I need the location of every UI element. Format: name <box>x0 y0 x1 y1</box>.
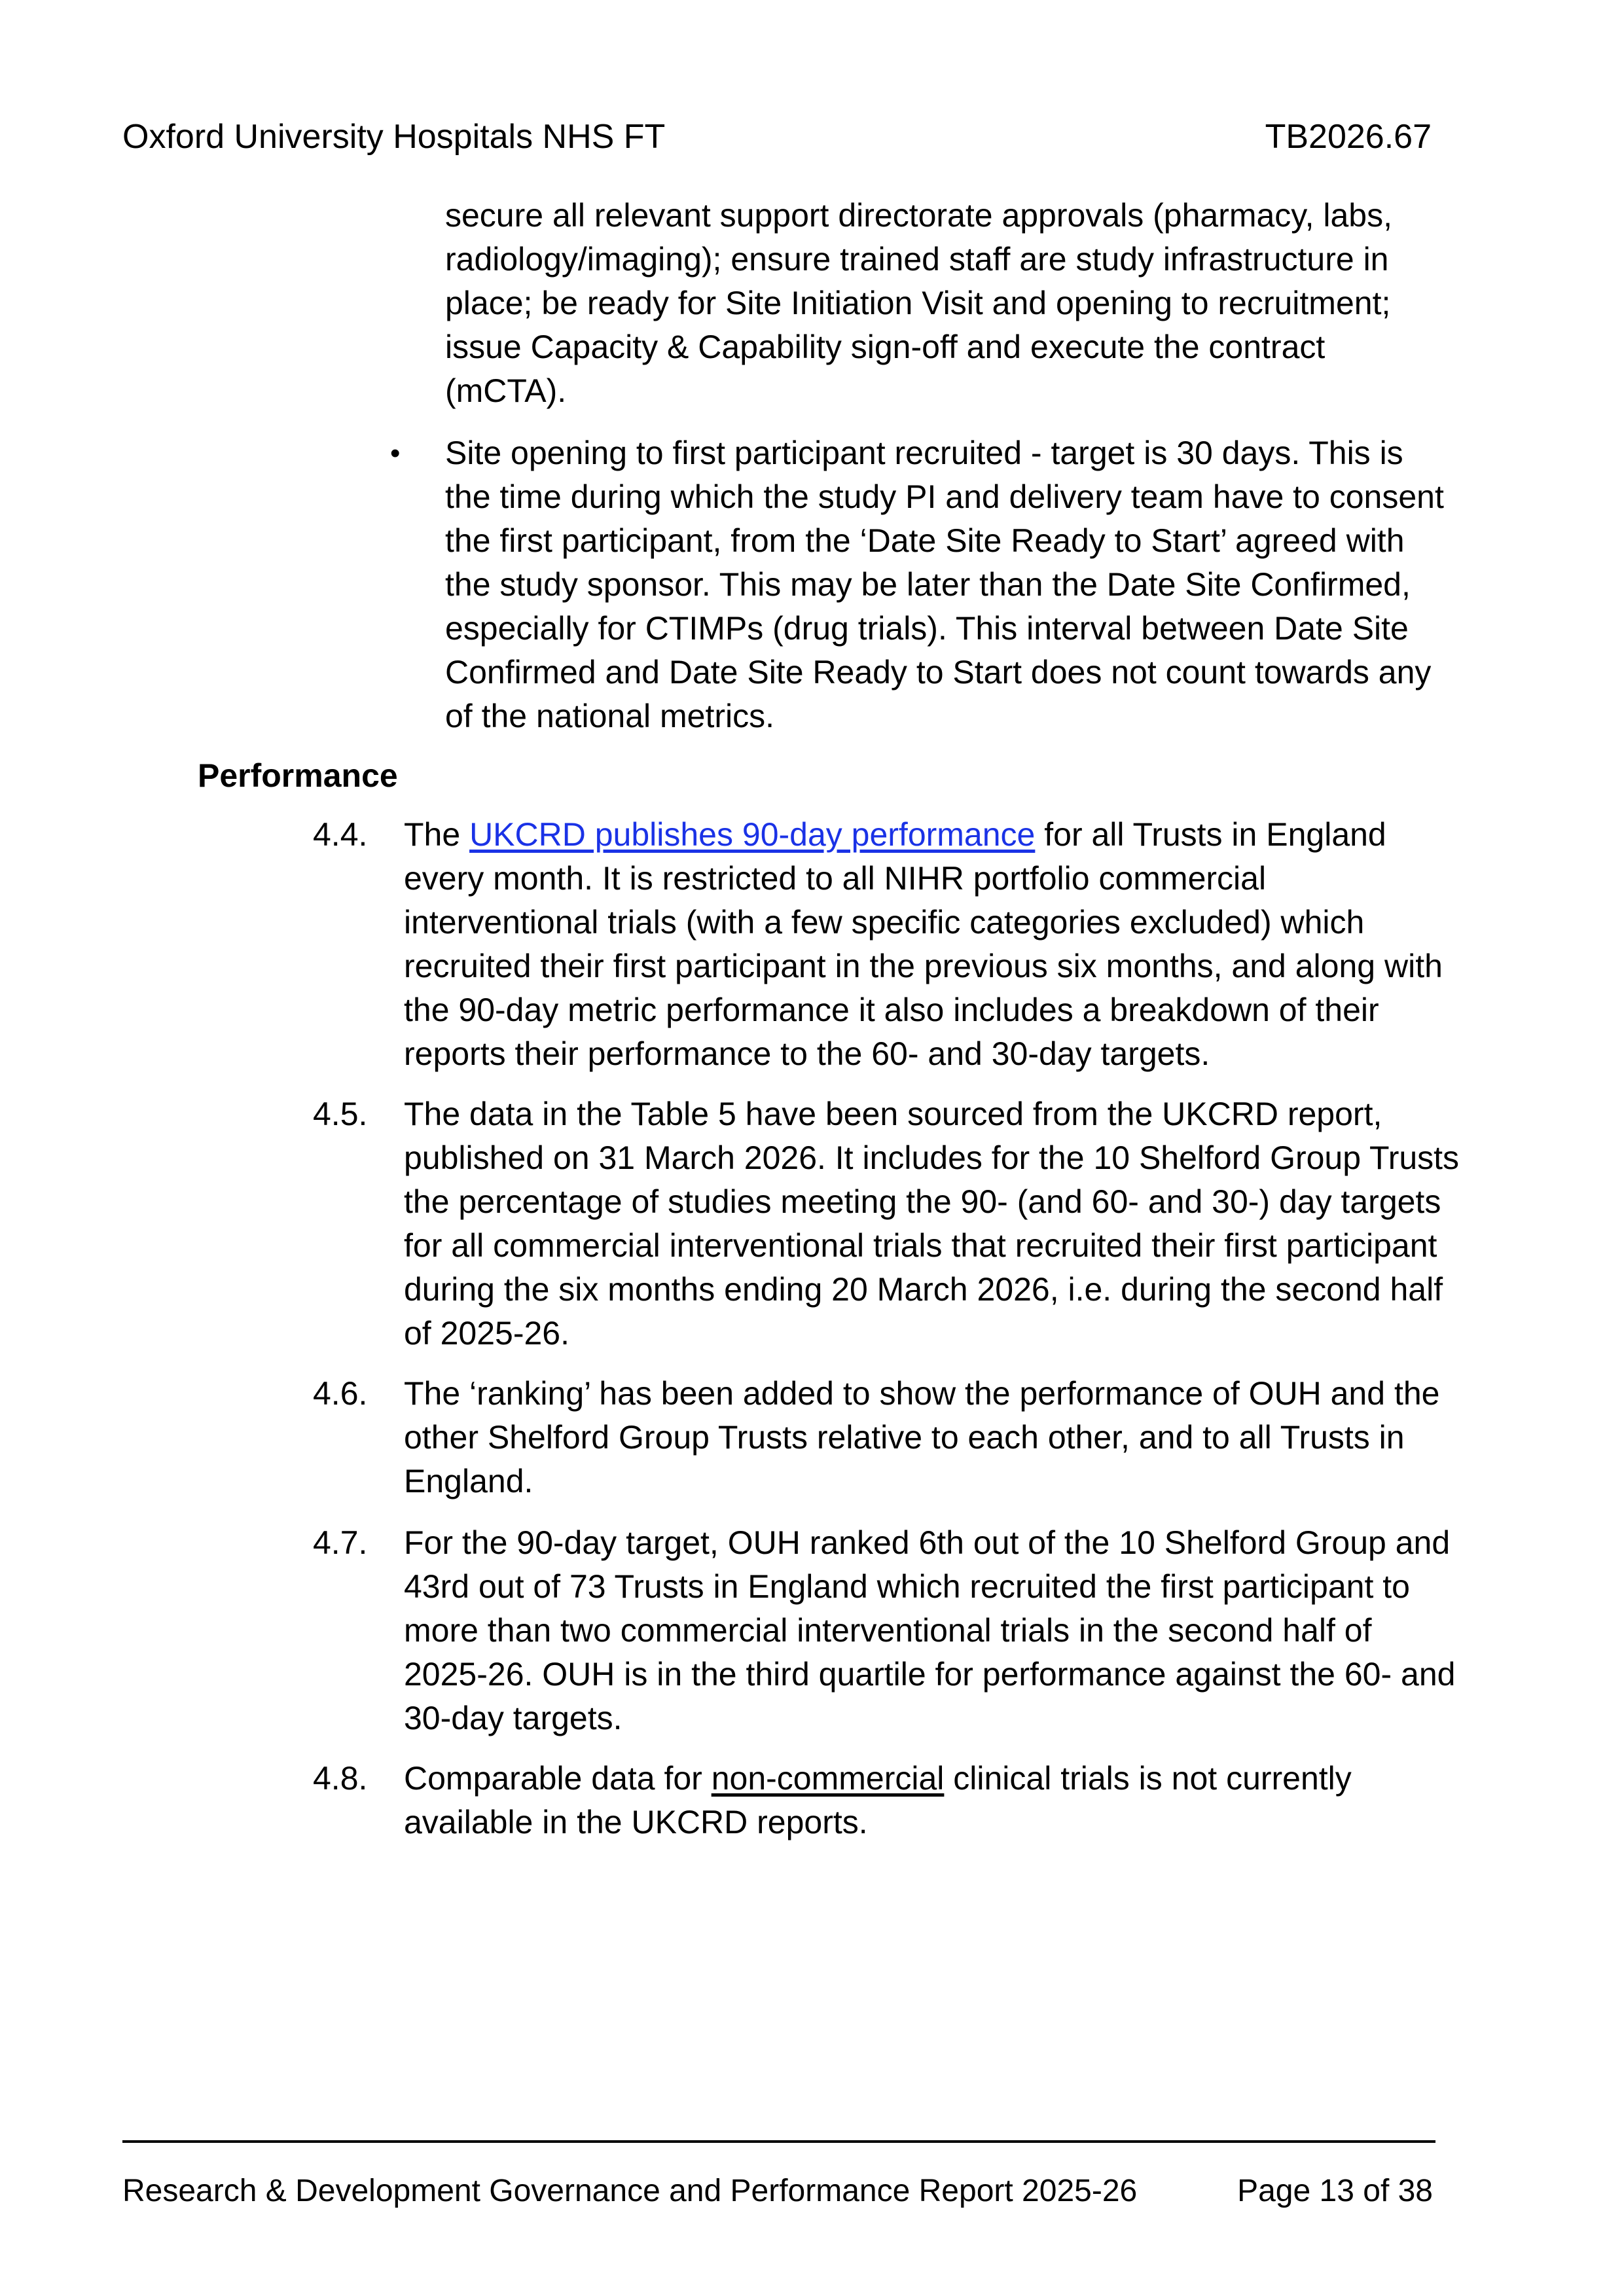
item-text-lead: The <box>404 816 470 853</box>
item-text: The data in the Table 5 have been sourced from the UKCRD report, published on 31 March 2026. It includes for the 10 Shelford Group Trusts the percentage of studies meeting the 90- (and 60- and 30-) day targets for all commercial interventional trials that recruited their first participant during the six months ending 20 March 2026, i.e. during the second half of 2025-26. <box>404 1096 1460 1352</box>
header-organisation: Oxford University Hospitals NHS FT <box>122 118 666 156</box>
footer-divider <box>122 2140 1435 2143</box>
item-text-rest: for all Trusts in England every month. It is restricted to all NIHR portfolio commercial interventional trials (with a few specific categories excluded) which recruited their first participant in the previous six months, and along with the 90-day metric performance it also includes a breakdown of their reports their performance to the 60- and 30-day targets. <box>404 816 1443 1072</box>
footer-page-number: Page 13 of 38 <box>1237 2174 1433 2208</box>
item-number: 4.6. <box>313 1375 368 1412</box>
item-number: 4.4. <box>313 816 368 853</box>
item-text-lead: Comparable data for <box>404 1760 712 1797</box>
bullet-text: Site opening to first participant recruited - target is 30 days. This is the time during which the study PI and delivery team have to consent the first participant, from the ‘Date Site Ready to Start’ agreed with the study sponsor. This may be later than the Date Site Confirmed, especially for CTIMPs (drug trials). This interval between Date Site Confirmed and Date Site Ready to Start does not count towards any of the national metrics. <box>445 435 1444 734</box>
item-text: For the 90-day target, OUH ranked 6th out of the 10 Shelford Group and 43rd out of 73 Trusts in England which recruited the first participant to more than two commercial interventional trials in the second half of 2025-26. OUH is in the third quartile for performance against the 60- and 30-day targets. <box>404 1524 1456 1736</box>
item-text <box>404 1757 1464 1844</box>
section-heading-performance: Performance <box>198 757 398 794</box>
header-reference: TB2026.67 <box>1265 118 1432 156</box>
footer-report-title: Research & Development Governance and Performance Report 2025-26 <box>122 2174 1138 2208</box>
bullet-marker: • <box>390 437 401 469</box>
item-number: 4.7. <box>313 1524 368 1561</box>
item-number: 4.8. <box>313 1760 368 1797</box>
continuation-paragraph: secure all relevant support directorate approvals (pharmacy, labs, radiology/imaging); ensure trained staff are study infrastructure in place; be ready for Site Initiation Visit and opening to recruitment; issue Capacity & Capability sign-off and execute the contract (mCTA). <box>445 197 1392 409</box>
underlined-term: non-commercial <box>711 1760 945 1797</box>
item-text: The ‘ranking’ has been added to show the performance of OUH and the other Shelford Group Trusts relative to each other, and to all Trusts in England. <box>404 1375 1440 1499</box>
ukcrd-performance-link[interactable]: UKCRD publishes 90-day performance <box>469 816 1036 853</box>
item-text-rest: clinical trials is not currently available in the UKCRD reports. <box>404 1760 1352 1840</box>
item-number: 4.5. <box>313 1096 368 1132</box>
item-text <box>404 813 1464 1076</box>
